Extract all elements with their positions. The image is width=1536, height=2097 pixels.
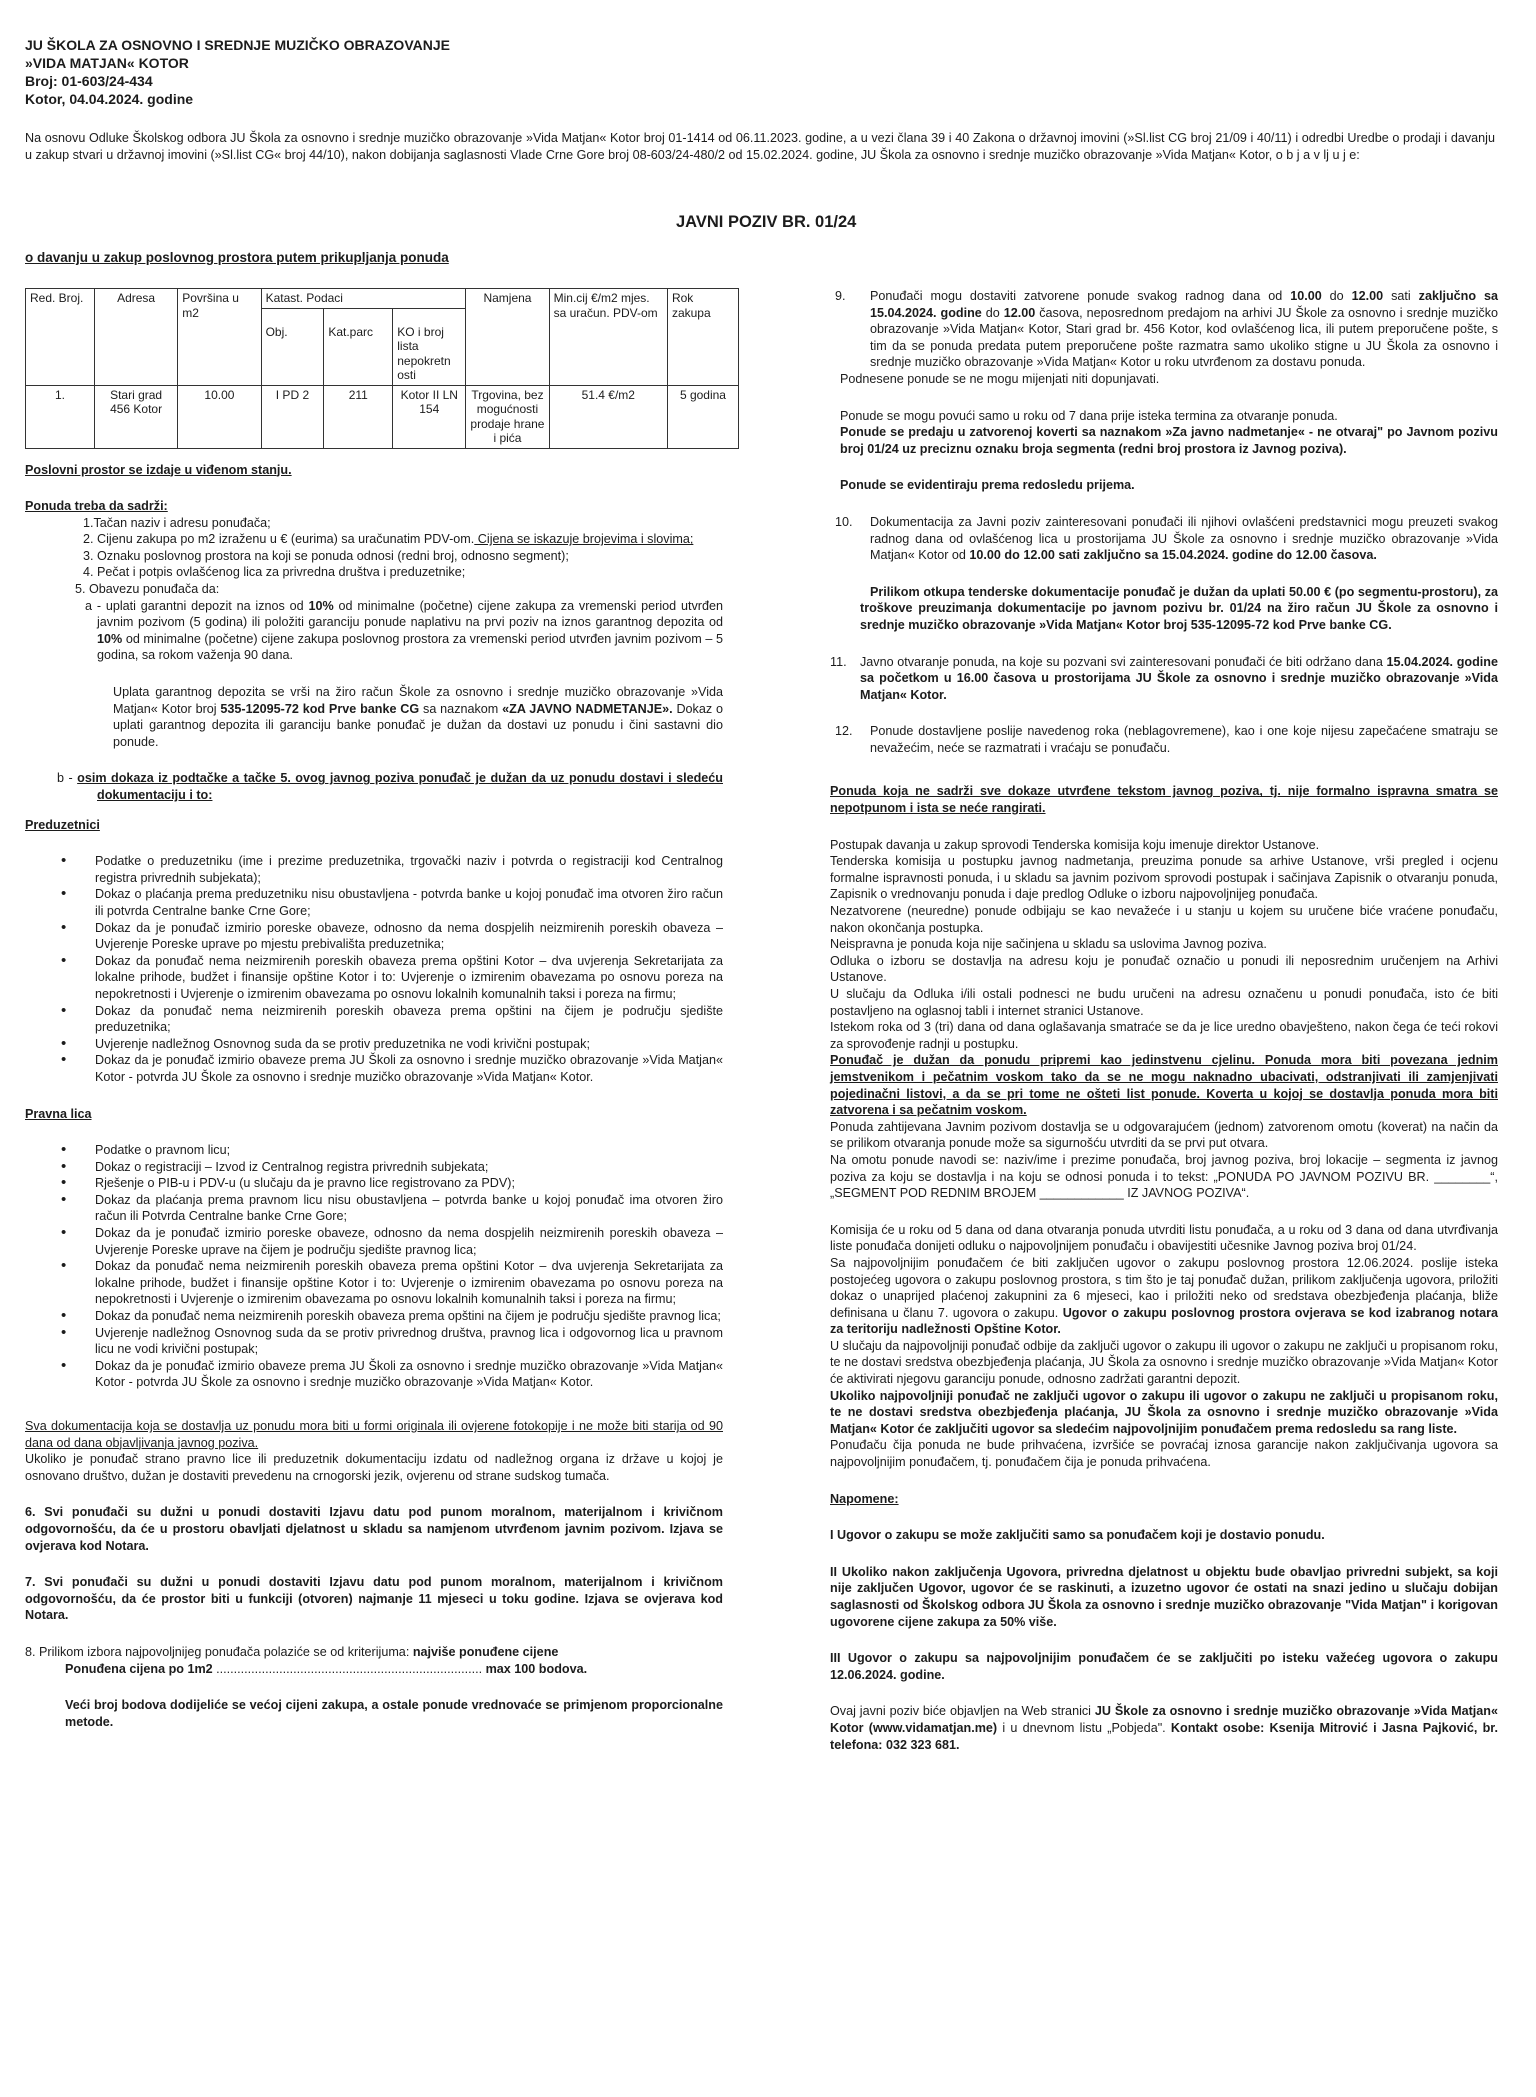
legal-entities-heading: Pravna lica [25,1106,92,1121]
offer-item-2 [25,531,723,548]
s10-t1: Dokumentacija za Javni poziv zainteresovani ponuđači ili njihovi ovlašćeni predstavnici mogu preuzeti svakog radnog dana od ovlašćenog lica u prostorijama JU Škole za osnovno i srednje muzičko obrazovanje »Vida Matjan« Kotor od [870,514,1498,563]
offer-item-1: 1.Tačan naziv i adresu ponuđača; [83,515,271,530]
legal-entity-list-item: • Dokaz da je ponuđač izmirio poreske obaveze, odnosno da nema dospjelih neizmirenih poreskih obaveza – Uvjerenje Poreske uprave na čijem je području sjedište pravnog lica; [25,1225,723,1258]
th-ko: KO i broj lista nepokretn osti [393,308,466,385]
deposit-text-3: Dokaz o uplati garantnog depozita ili garanciju banke ponuđač je dužan da dostavi uz ponudu i čini sastavni dio ponude. [113,701,723,749]
s9-t4: 12.00 [1351,289,1384,303]
next-bidder-note: Ukoliko najpovoljniji ponuđač ne zaključi ugovor o zakupu ili ugovor o zakupu ne zaključi u propisanom roku, te ne dostavi sredstva obezbjeđenja plaćanja, JU Škola za osnovno i srednje muzičko obrazovanje »Vida Matjan« Kotor će zaključiti ugovor sa sledećim najpovoljnijim ponuđačem prema redosledu sa rang liste. [830,1388,1498,1436]
offer-item-3: 3. Oznaku poslovnog prostora na koji se ponuda odnosi (redni broj, odnosno segment); [83,548,569,563]
tender-fee-note: Prilikom otkupa tenderske dokumentacije ponuđač je dužan da uplati 50.00 € (po segmentu-prostoru), za troškove preuzimanja dokumentacije po javnom pozivu br. 01/24 na žiro račun JU Škole za osnovno i srednje muzičko obrazovanje »Vida Matjan« Kotor broj 535-12095-72 kod Prve banke CG. [860,584,1498,632]
publication-note [830,1703,1498,1753]
deposit-text-2: sa naznakom [419,701,503,716]
th-obj: Obj. [261,308,324,385]
section-12-number: 12. [835,724,853,739]
offer-item-2-underlined: Cijena se iskazuje brojevima i slovima; [474,532,694,547]
td-obj: I PD 2 [261,385,324,448]
td-red: 1. [26,385,95,448]
offer-item-5: 5. Obavezu ponuđača da: [75,582,220,597]
deposit-mark: «ZA JAVNO NADMETANJE». [502,701,673,716]
s9-t9: časova, neposrednom predajom na arhivi JU Škole za osnovno i srednje muzičko obrazovanje »Vida Matjan« Kotor, Stari grad br. 456 Kotor, kod ovlašćenog lica, ili putem preporučene pošte, s tim da se ponuda predata putem preporučene pošte razmatra samo ukoliko stigne u JU Škola za osnovno i srednje muzičko obrazovanje »Vida Matjan« Kotor u roku utvrđenom za dostavu ponuda. [870,305,1498,370]
s11-t2: 15.04.2024. godine sa početkom u 16.00 časova u prostorijama JU Škole za osnovno i srednje muzičko obrazovanje »Vida Matjan« Kotor. [860,654,1498,702]
section-10 [830,514,1498,564]
offer-item-2-text: 2. Cijenu zakupa po m2 izraženu u € (eurima) sa uračunatim PDV-om. [83,532,475,547]
section-8-method: Veći broj bodova dodijeliće se većoj cijeni zakupa, a ostale ponude vrednovaće se primjenom proporcionalne metode. [65,1698,723,1729]
td-katparc: 211 [324,385,393,448]
th-namjena: Namjena [466,289,549,386]
offer-item-5a [25,598,723,664]
th-rok: Rok zakupa [667,289,738,386]
th-adresa: Adresa [94,289,177,386]
entrepreneur-list-item: • Uvjerenje nadležnog Osnovnog suda da se protiv preduzetnika ne vodi krivični postupak; [25,1036,723,1053]
section-8-scoring [25,1661,723,1678]
s9-t7: do [981,305,1004,320]
entrepreneur-list-item: • Dokaz o plaćanja prema preduzetniku nisu obustavljena - potvrda banke u kojoj ponuđač ima otvoren žiro račun ili potvrda Centralne banke Crne Gore; [25,886,723,919]
td-namjena: Trgovina, bez mogućnosti prodaje hrane i pića [466,385,549,448]
entrepreneur-list-item: • Dokaz da ponuđač nema neizmirenih poreskih obaveza prema opštini na čijem je području sjedište preduzetnika; [25,1003,723,1036]
header-line-3: Broj: 01-603/24-434 [25,73,153,89]
premises-table [25,288,739,449]
entrepreneur-list-item: • Dokaz da je ponuđač izmirio poreske obaveze, odnosno da nema dospjelih neizmirenih poreskih obaveza – Uvjerenje Poreske uprave po mjestu prebivališta preduzetnika; [25,920,723,953]
legal-entities-list [25,1142,723,1391]
offer-item-4: 4. Pečat i potpis ovlašćenog lica za privredna društva i preduzetnike; [83,565,466,580]
right-column [830,288,1498,1753]
document-subtitle: o davanju u zakup poslovnog prostora putem prikupljanja ponuda [25,250,449,265]
scoring-points: max 100 bodova. [482,1661,588,1676]
section-11-number: 11. [830,654,847,669]
s10-t2: 10.00 do 12.00 sati zaključno sa 15.04.2024. godine do 12.00 časova. [969,548,1377,563]
th-red: Red. Broj. [26,289,95,386]
documents-note: Sva dokumentacija koja se dostavlja uz ponudu mora biti u formi originala ili ovjerene fotokopije i ne može biti starija od 90 dana od dana objavljivanja javnog poziva. [25,1419,723,1450]
pub-text-1: Ovaj javni poziv biće objavljen na Web stranici [830,1704,1095,1719]
contract-text: Sa najpovoljnijim ponuđačem će biti zaključen ugovor o zakupu poslovnog prostora 12.06.2024. poslije isteka postojećeg ugovora o zakupu poslovnog prostora, s tim što je taj ponuđač dužan, prilikom zaključenja ugovora, priložiti dokaz o unaprijed plaćenoj zakupnini za 6 mjeseci, kao i priložiti neko od sredstava obezbjeđenja plaćanja, bliže definisana u članu 7. ugovora o zakupu. [830,1255,1498,1320]
s9-t6: zaključno sa 15.04.2024. godine [870,289,1498,320]
registration-note: Ponude se evidentiraju prema redosledu prijema. [840,478,1135,493]
deposit-account: 535-12095-72 kod Prve banke CG [220,701,420,716]
section-12 [830,723,1498,756]
item5a-percent-2: 10% [97,631,123,646]
s9-t8: 12.00 [1003,305,1036,320]
th-katparc: Kat.parc [324,308,393,385]
section-10-number: 10. [835,514,853,529]
pub-text-2: i u dnevnom listu „Pobjeda". [997,1720,1171,1735]
deposit-text-1: Uplata garantnog depozita se vrši na žiro račun Škole za osnovno i srednje muzičko obrazovanje »Vida Matjan« Kotor broj [113,685,723,716]
s9-t1: Ponuđači mogu dostaviti zatvorene ponude svakog radnog dana od [870,289,1291,303]
header-line-2: »VIDA MATJAN« KOTOR [25,55,189,71]
entrepreneur-list-item: • Podatke o preduzetniku (ime i prezime preduzetnika, trgovački naziv i potvrda o registraciji kod Centralnog registra privrednih subjekata); [25,853,723,886]
note-2: II Ukoliko nakon zaključenja Ugovora, privredna djelatnost u objektu bude obavljao privredni subjekt, sa koji nije zaključen Ugovor, ugovor će se raskinuti, a izuzetno ugovor će ostati na snazi jedino u slučaju dobijan saglasnosti od Školskog odbora JU Škola za osnovno i srednje muzičko obrazovanje "Vida Matjan" i korigovan ugovorene cijene zakupa za 50% više. [830,1564,1498,1629]
legal-entity-list-item: • Dokaz o registraciji – Izvod iz Centralnog registra privrednih subjekata; [25,1159,723,1176]
entrepreneur-list-item: • Dokaz da je ponuđač izmirio obaveze prema JU Školi za osnovno i srednje muzičko obrazovanje »Vida Matjan« Kotor - potvrda JU Škole za osnovno i srednje muzičko obrazovanje »Vida Matjan« Kotor. [25,1052,723,1085]
legal-entity-list-item: • Dokaz da ponuđač nema neizmirenih poreskih obaveza prema opštini Kotor – dva uvjerenja Sekretarijata za lokalne prihode, budžet i finansije opštine Kotor i to: Uvjerenje o izmirenim obavezama po osnovu poreza na nepokretnosti i Uvjerenje o izmirenim obavezama po osnovu lokalnih komunalnih taksi i poreza na firmu; [25,1258,723,1308]
item5b-text: osim dokaza iz podtačke a tačke 5. ovog javnog poziva ponuđač je dužan da uz ponudu dostavi i sledeću dokumentaciju i to: [77,771,723,802]
td-adresa: Stari grad 456 Kotor [94,385,177,448]
td-mincij: 51.4 €/m2 [549,385,667,448]
pub-website: JU Škole za osnovno i srednje muzičko obrazovanje »Vida Matjan« Kotor (www.vidamatjan.me) [830,1704,1498,1735]
intro-paragraph: Na osnovu Odluke Školskog odbora JU Škola za osnovno i srednje muzičko obrazovanje »Vida Matjan« Kotor broj 01-1414 od 06.11.2023. godine, a u vezi člana 39 i 40 Zakona o državnoj imovini (»Sl.list CG broj 21/09 i 40/11) i odredbi Uredbe o prodaji i davanju u zakup stvari u državnoj imovini (»Sl.list CG« broj 44/10), nakon dobijanja saglasnosti Vlade Crne Gore broj 08-603/24-480/2 od 15.02.2024. godine, JU Škola za osnovno i srednje muzičko obrazovanje »Vida Matjan« Kotor, o b j a v lj u j e: [25,131,1495,162]
invalid-offer-note: Neispravna je ponuda koja nije sačinjena u skladu sa uslovima Javnog poziva. [830,937,1267,952]
section-11 [830,654,1498,704]
refund-note: Ponuđaču čija ponuda ne bude prihvaćena, izvršiće se povraćaj iznosa garancije nakon zaključivanja ugovora sa najpovoljnijim ponuđačem, tj. ponuđačem čija je ponuda prihvaćena. [830,1438,1498,1470]
th-mincij: Min.cij €/m2 mjes. sa uračun. PDV-om [549,289,667,386]
commission-deadline: Komisija će u roku od 5 dana od dana otvaranja ponuda utvrditi listu ponuđača, a u roku od 3 dana od dana utvrđivanja liste ponuđača donijeti odluku o najpovoljnijem ponuđaču i obavijestiti učesnike Javnog poziva broj 01/24. [830,1222,1498,1254]
table-row [26,385,739,448]
notes-heading: Napomene: [830,1491,899,1506]
incomplete-offer-note: Ponuda koja ne sadrži sve dokaze utvrđene tekstom javnog poziva, tj. nije formalno ispravna smatra se nepotpunom i ista se neće rangirati. [830,784,1498,816]
s9-t3: do [1321,289,1352,303]
item5a-text-2: od minimalne (početne) cijene zakupa za vremenski period utvrđen javnim pozivom (5 godina) ili položiti garanciju ponude naplativu na prvi poziv na iznos garantnog depozita od [97,598,723,630]
entrepreneurs-heading: Preduzetnici [25,817,100,832]
condition-note: Poslovni prostor se izdaje u viđenom stanju. [25,462,292,477]
scoring-label: Ponuđena cijena po 1m2 [65,1661,217,1676]
no-changes-note: Podnesene ponude se ne mogu mijenjati niti dopunjavati. [840,371,1160,386]
offer-contents-heading: Ponuda treba da sadrži: [25,499,168,514]
td-rok: 5 godina [667,385,738,448]
legal-entity-list-item: • Rješenje o PIB-u i PDV-u (u slučaju da je pravno lice registrovano za PDV); [25,1175,723,1192]
s11-t1: Javno otvaranje ponuda, na koje su pozvani svi zainteresovani ponuđači će biti održano dana [860,654,1387,669]
item5a-text-1: a - uplati garantni depozit na iznos od [85,598,309,613]
contract-notary: Ugovor o zakupu poslovnog prostora ovjerava se kod izabranog notara za teritoriju nadležnosti Opštine Kotor. [830,1305,1498,1337]
header-line-4: Kotor, 04.04.2024. godine [25,91,194,107]
foreign-entity-note: Ukoliko je ponuđač strano pravno lice ili preduzetnik dokumentaciju izdatu od nadležnog organa iz države u kojoj je osnovano društvo, dužan je dostaviti prevedenu na crnogorski jezik, ovjerenu od strane sudskog tumača. [25,1452,723,1483]
td-ko: Kotor II LN 154 [393,385,466,448]
note-1: I Ugovor o zakupu se može zaključiti samo sa ponuđačem koji je dostavio ponudu. [830,1528,1325,1543]
s9-t2: 10.00 [1290,289,1322,303]
th-povrsina: Površina u m2 [178,289,261,386]
withdraw-note: Ponude se mogu povući samo u roku od 7 dana prije isteka termina za otvaranje ponuda. [840,408,1338,423]
envelope-label-note: Na omotu ponude navodi se: naziv/ime i prezime ponuđača, broj javnog poziva, broj lokacije – segmenta iz javnog poziva za koju se dostavlja i na koju se odnosi ponuda i to tekst: „PONUDA PO JAVNOM POZIVU BR. ________“, „SEGMENT POD REDNIM BROJEM ____________ IZ JAVNOG POZIVA“. [830,1152,1498,1201]
td-povrsina: 10.00 [178,385,261,448]
header-line-1: JU ŠKOLA ZA OSNOVNO I SREDNJE MUZIČKO OBRAZOVANJE [25,37,450,53]
legal-entity-list-item: • Dokaz da je ponuđač izmirio obaveze prema JU Školi za osnovno i srednje muzičko obrazovanje »Vida Matjan« Kotor - potvrda JU Škole za osnovno i srednje muzičko obrazovanje »Vida Matjan« Kotor. [25,1358,723,1391]
section-9-number: 9. [835,289,846,303]
offer-item-5b [25,770,723,803]
binding-requirements: Ponuđač je dužan da ponudu pripremi kao jedinstvenu cjelinu. Ponuda mora biti povezana jednim jemstvenikom i pečatnim voskom tako da se ne mogu naknadno ubacivati, odstranjivati ili zamjenjivati pojedinačni listovi, a da se pri tome ne ošteti list ponude. Koverta u kojoj se dostavlja ponuda mora biti zatvorena i sa pečatnim voskom. [830,1053,1498,1118]
scoring-dots: ............................................................................ [216,1661,483,1676]
legal-entity-list-item: • Uvjerenje nadležnog Osnovnog suda da se protiv privrednog društva, pravnog lica i odgovornog lica u pravnom licu ne vodi krivični postupak; [25,1325,723,1358]
table-header-row [26,289,739,309]
decision-delivery-note: Odluka o izboru se dostavlja na adresu koju je ponuđač označio u ponudi ili neposrednim uručenjem na Arhivi Ustanove. [830,953,1498,985]
section-8-text: 8. Prilikom izbora najpovoljnijeg ponuđača polaziće se od kriterijuma: [25,1644,413,1659]
legal-entity-list-item: • Dokaz da plaćanja prema pravnom licu nisu obustavljena – potvrda banke u kojoj ponuđač ima otvoren žiro račun ili Potvrda Centralne banke Crne Gore; [25,1192,723,1225]
item5b-letter: b - [57,771,78,786]
procedure-note: Postupak davanja u zakup sprovodi Tenderska komisija koju imenuje direktor Ustanove. [830,837,1320,852]
entrepreneurs-list [25,853,723,1085]
legal-entity-list-item: • Podatke o pravnom licu; [25,1142,723,1159]
s9-t5: sati [1383,289,1419,303]
section-6: 6. Svi ponuđači su dužni u ponudi dostaviti Izjavu datu pod punom moralnom, materijalnom i krivičnom odgovornošću, da će u prostoru obavljati djelatnost u skladu sa namjenom utvrđenom javnim pozivom. Izjava se ovjerava kod Notara. [25,1505,723,1553]
refusal-note: U slučaju da najpovoljniji ponuđač odbije da zaključi ugovor o zakupu ili ugovor o zakupu ne zaključi u propisanom roku, te ne dostavi sredstva obezbjeđenja plaćanja, JU Škola za osnovno i srednje muzičko obrazovanje »Vida Matjan« Kotor će aktivirati njegovu garanciju ponude, odnosno zadržati garantni depozit. [830,1338,1498,1387]
envelope-requirements: Ponuda zahtijevana Javnim pozivom dostavlja se u odgovarajućem (jednom) zatvorenom omotu (koverat) na način da se prilikom otvaranja ponude može sa sigurnošću utvrditi da se prvi put otvara. [830,1119,1498,1151]
left-column [25,288,726,1730]
pub-contacts: Kontakt osobe: Ksenija Mitrović i Jasna Pajković, br. telefona: 032 323 681. [830,1720,1498,1752]
tender-commission-note: Tenderska komisija u postupku javnog nadmetanja, preuzima ponude sa arhive Ustanove, vrši pregled i ocjenu formalne ispravnosti ponuda, i u skladu sa javnim pozivom sprovodi postupak i sačinjava Zapisnik o otvaranju ponuda, Zapisnik o vrednovanju ponuda i daje predlog Odluke o izboru najpovoljnijeg ponuđača. [830,854,1498,902]
section-8-criterion: najviše ponuđene cijene [412,1644,559,1659]
item5a-percent-1: 10% [308,598,334,613]
section-8 [25,1644,723,1661]
document-title: JAVNI POZIV BR. 01/24 [676,213,857,231]
th-katast: Katast. Podaci [261,289,466,309]
notice-board-note: U slučaju da Odluka i/ili ostali podnesci ne budu uručeni na adresu označenu u ponudi ponuđača, isto će biti postavljeno na oglasnoj tabli i internet stranici Ustanove. [830,987,1498,1018]
entrepreneur-list-item: • Dokaz da ponuđač nema neizmirenih poreskih obaveza prema opštini Kotor – dva uvjerenja Sekretarijata za lokalne prihode, budžet i finansije opštine Kotor i to: Uvjerenje o izmirenim obavezama po osnovu poreza na nepokretnosti i Uvjerenje o izmirenim obavezama po osnovu lokalnih komunalnih taksi i poreza na firmu; [25,953,723,1003]
note-3: III Ugovor o zakupu sa najpovoljnijim ponuđačem će se zaključiti po isteku važećeg ugovora o zakupu 12.06.2024. godine. [830,1651,1498,1682]
section-7: 7. Svi ponuđači su dužni u ponudi dostaviti Izjavu datu pod punom moralnom, materijalnom i krivičnom odgovornošću, da će prostor biti u funkciji (otvoren) najmanje 11 mjeseci u toku godine. Izjava se ovjerava kod Notara. [25,1575,723,1623]
unsealed-note: Nezatvorene (neuredne) ponude odbijaju se kao nevažeće i u stanju u kojem su uručene biće vraćene ponuđaču, nakon okončanja postupka. [830,904,1498,935]
institution-header [25,36,450,108]
deadline-note: Istekom roka od 3 (tri) dana od dana oglašavanja smatraće se da je lice uredno obavješteno, nakon čega će teći rokovi za sprovođenje radnji u postupku. [830,1020,1498,1051]
s12-text: Ponude dostavljene poslije navedenog roka (neblagovremene), kao i one koje nijesu zapečaćene smatraju se nevažećim, neće se razmatrati i vraćaju se ponuđaču. [870,724,1498,755]
section-9 [830,288,1498,371]
legal-entity-list-item: • Dokaz da ponuđač nema neizmirenih poreskih obaveza prema opštini na čijem je području sjedište pravnog lica; [25,1308,723,1325]
contract-conclusion [830,1255,1498,1338]
item5a-text-3: od minimalne (početne) cijene zakupa poslovnog prostora za vremenski period utvrđen javnim pozivom – 5 godina, sa rokom važenja 90 dana. [97,631,723,663]
envelope-note: Ponude se predaju u zatvorenoj koverti sa naznakom »Za javno nadmetanje« - ne otvaraj" po Javnom pozivu broj 01/24 uz preciznu oznaku broja segmenta (redni broj prostora iz Javnog poziva). [840,425,1498,456]
deposit-payment-paragraph [25,684,723,750]
